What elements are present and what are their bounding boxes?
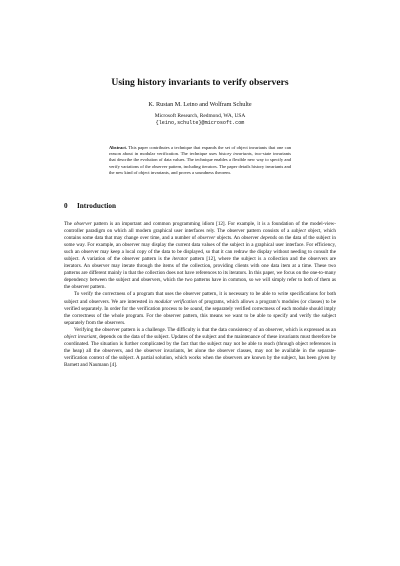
italic-term: iterator	[172, 256, 188, 263]
italic-term: observer	[73, 221, 92, 227]
text-run: object, which contains some data that may change over time, and a number of	[64, 228, 336, 242]
italic-term: modular verification	[154, 298, 197, 305]
section-title: Introduction	[77, 202, 117, 210]
text-run: To verify the correctness of a program that uses the observer pattern, it is necessary to be able to write specifications for both subject and observers. We are interested in	[64, 291, 336, 305]
affiliation: Microsoft Research, Redmond, WA, USA	[154, 113, 246, 119]
paper-title: Using history invariants to verify observers	[111, 77, 289, 88]
text-run: of programs, which allows a program’s modules (or classes) to be verified separately. In order for the verification process to be	[64, 298, 336, 312]
paragraph-1	[64, 221, 336, 291]
text-run: pattern is an important and common programming idiom [12]. For example, it is a foundation of the model-view-controller paradigm on which all modern graphical user interfaces rely. The observer pattern consists of a	[64, 221, 337, 235]
abstract	[109, 145, 291, 176]
paragraph-2	[64, 291, 336, 326]
abstract-label: Abstract.	[109, 145, 128, 150]
text-run: , the separately verified correctness of each module should imply the correctness of the whole program. For the observer pattern, this means we want to be able to specify and verify the subject separately from the observers.	[64, 305, 336, 326]
italic-term: depends	[260, 235, 278, 242]
abstract-term: history invariants	[218, 151, 252, 157]
author-email: {leino,schulte}@microsoft.com	[155, 120, 245, 127]
text-run: pattern [12], where the subject is a collection and the observers are iterators. An observer may iterate through the items of the collection, providing clients with one data item at a time. These two patterns are different mainly in that the collection does not have references to its iterators. In this paper, we focus on the one-to-many dependency between the subject and observers, which the two patterns have in common, so we will simply refer to both of them as the observer pattern.	[64, 256, 337, 291]
italic-term: observer	[197, 235, 216, 242]
italic-term: subject	[291, 228, 306, 235]
abstract-text-1: This paper contributes a technique that expands the set of object invariants that one can reason about in modular verification. The technique uses	[109, 145, 291, 157]
paper-authors: K. Rustan M. Leino and Wolfram Schulte	[148, 101, 252, 108]
introduction-body	[64, 221, 336, 369]
section-heading	[64, 202, 116, 211]
text-run: on the data of the subject in some way. For example, an observer may display the current data values of the subject in a graphical user interface. For efficiency, such an observer may keep a local copy of the data to be displayed, so that it can redraw the display without needing to consult the subject. A variation of the observer pattern is the	[64, 235, 336, 263]
text-run: , depends on the data of the subject. Updates of the subject and the maintenance of these invariants must therefore be coordinated. The situation is further complicated by the fact that the subject may not be able to reach (through object references in the heap) all the observers, and the observer invariants, let alone the observer classes, may not be available in the separate-verification context of the subject. A partial solution, which works when the observers are known by the subject, has been given by Barnett and Naumann [4].	[64, 333, 336, 368]
section-number: 0	[64, 202, 68, 210]
paragraph-3	[64, 327, 336, 369]
text-run: objects. An observer	[216, 235, 259, 242]
abstract-text-2: , two-state invariants that describe the evolution of data values. The technique enables a flexible new way to specify and verify variations of the observer pattern, including iterators. The paper details history invariants and the new kind of object invariants, and proves a soundness theorem.	[109, 151, 291, 175]
text-run: The	[64, 221, 72, 227]
affiliation-block	[40, 113, 360, 128]
italic-term: object invariant	[64, 333, 97, 340]
italic-term: sound	[190, 305, 203, 312]
text-run: Verifying the observer pattern is a challenge. The difficulty is that the data consistency of an observer, which is expressed as an	[74, 326, 336, 333]
